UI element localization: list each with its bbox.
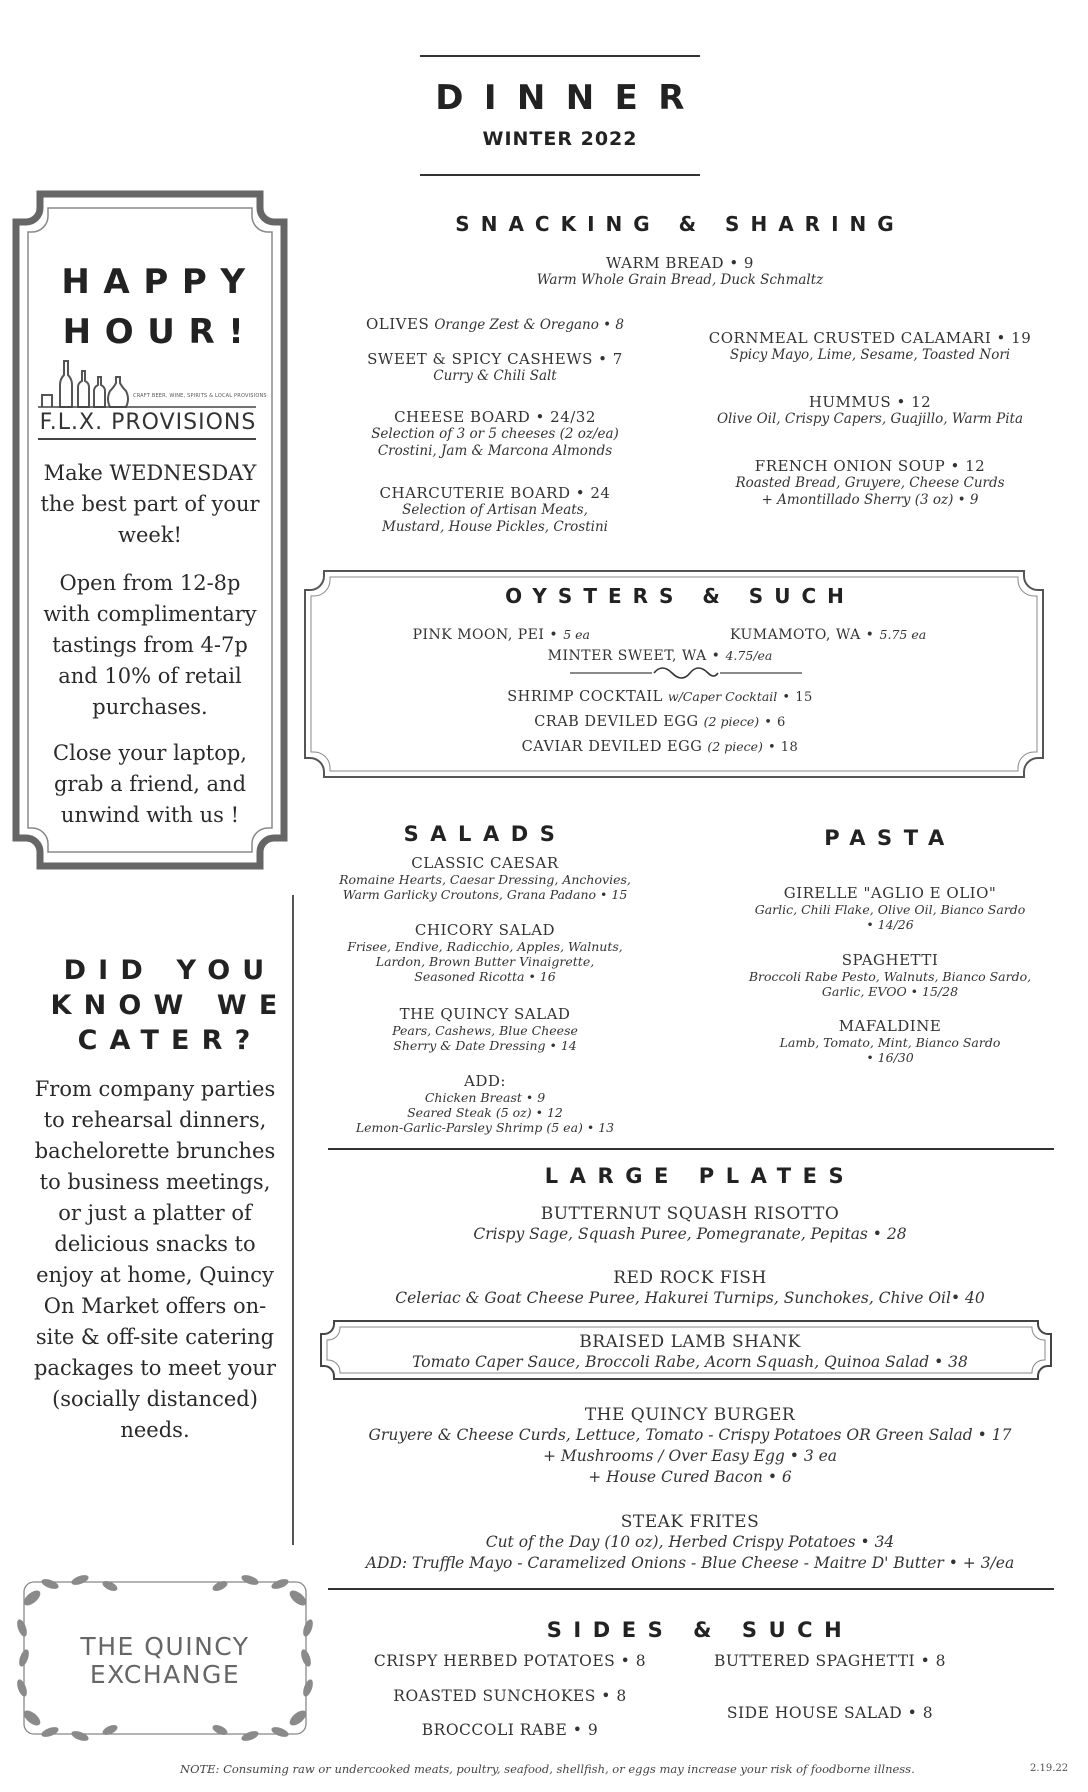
menu-item-minter-sweet: MINTER SWEET, WA • 4.75/ea: [547, 648, 773, 664]
menu-item-kumamoto: KUMAMOTO, WA • 5.75 ea: [730, 627, 927, 643]
flx-logo-name: F.L.X. PROVISIONS: [39, 410, 257, 435]
side-broccoli-rabe: BROCCOLI RABE • 9: [421, 1721, 599, 1739]
menu-item-caviar-deviled-egg: CAVIAR DEVILED EGG (2 piece) • 18: [521, 739, 799, 755]
side-roasted-sunchokes: ROASTED SUNCHOKES • 8: [393, 1687, 627, 1705]
menu-item-lamb-shank: BRAISED LAMB SHANK Tomato Caper Sauce, Broccoli Rabe, Acorn Squash, Quinoa Salad • 38: [412, 1332, 968, 1371]
menu-item-olives: OLIVES Orange Zest & Oregano • 8: [365, 315, 624, 333]
cater-title-1: DID YOU: [63, 955, 277, 986]
menu-item-crab-deviled-egg: CRAB DEVILED EGG (2 piece) • 6: [534, 714, 786, 730]
happy-hour-text-3: Close your laptop, grab a friend, and unwind with us !: [53, 741, 247, 827]
brand-name-line1: THE QUINCY: [80, 1632, 250, 1661]
flx-logo-rule: [38, 438, 256, 440]
section-title-sides: SIDES & SUCH: [546, 1618, 854, 1642]
section-title-pasta: PASTA: [824, 826, 956, 850]
cater-title-3: CATER?: [77, 1025, 263, 1056]
cater-title-2: KNOW WE: [50, 990, 290, 1021]
section-title-snacking: SNACKING & SHARING: [455, 212, 905, 236]
menu-item-hummus: HUMMUS • 12 Olive Oil, Crispy Capers, Guajillo, Warm Pita: [716, 393, 1023, 427]
section-title-salads: SALADS: [403, 822, 567, 846]
menu-item-rock-fish: RED ROCK FISH Celeriac & Goat Cheese Puree, Hakurei Turnips, Sunchokes, Chive Oil• 40: [395, 1268, 985, 1307]
rule-sides-top: [328, 1588, 1054, 1590]
happy-hour-title-1: HAPPY: [61, 262, 259, 302]
menu-item-risotto: BUTTERNUT SQUASH RISOTTO Crispy Sage, Squash Puree, Pomegranate, Pepitas • 28: [473, 1204, 907, 1243]
header-rule-bottom: [420, 174, 700, 176]
page-subtitle: WINTER 2022: [482, 128, 638, 150]
cater-body: From company parties to rehearsal dinners, bachelorette brunches to business meetings, or just a platter of delicious snacks to enjoy at home, Quincy On Market offers on-site & off-site catering packages to meet your (socially distanced) needs.: [33, 1077, 276, 1442]
menu-item-girelle: GIRELLE "AGLIO E OLIO" Garlic, Chili Flake, Olive Oil, Bianco Sardo • 14/26: [754, 884, 1026, 932]
menu-item-cashews: SWEET & SPICY CASHEWS • 7 Curry & Chili Salt: [367, 350, 623, 384]
menu-item-shrimp-cocktail: SHRIMP COCKTAIL w/Caper Cocktail • 15: [507, 689, 813, 705]
menu-item-cheese-board: CHEESE BOARD • 24/32 Selection of 3 or 5 cheeses (2 oz/ea) Crostini, Jam & Marcona Almonds: [371, 408, 619, 459]
rule-large-plates-top: [328, 1148, 1054, 1150]
header-rule-top: [420, 55, 700, 57]
menu-item-caesar: CLASSIC CAESAR Romaine Hearts, Caesar Dressing, Anchovies, Warm Garlicky Croutons, Grana Padano • 15: [339, 854, 631, 902]
side-crispy-potatoes: CRISPY HERBED POTATOES • 8: [373, 1652, 647, 1670]
happy-hour-text-1: Make WEDNESDAY the best part of your week!: [40, 461, 260, 547]
footer-note: NOTE: Consuming raw or undercooked meats, poultry, seafood, shellfish, or eggs may increase your risk of foodborne illness.: [180, 1762, 915, 1776]
section-title-oysters: OYSTERS & SUCH: [505, 584, 855, 608]
menu-item-quincy-salad: THE QUINCY SALAD Pears, Cashews, Blue Cheese Sherry & Date Dressing • 14: [392, 1005, 578, 1053]
menu-item-onion-soup: FRENCH ONION SOUP • 12 Roasted Bread, Gruyere, Cheese Curds + Amontillado Sherry (3 oz) • 9: [735, 457, 1005, 508]
happy-hour-text-2: Open from 12-8p with complimentary tastings from 4-7p and 10% of retail purchases.: [43, 571, 257, 719]
brand-name-line2: EXCHANGE: [89, 1660, 241, 1689]
menu-item-calamari: CORNMEAL CRUSTED CALAMARI • 19 Spicy Mayo, Lime, Sesame, Toasted Nori: [708, 329, 1032, 363]
menu-item-spaghetti: SPAGHETTI Broccoli Rabe Pesto, Walnuts, Bianco Sardo, Garlic, EVOO • 15/28: [748, 951, 1032, 999]
bottles-icon: [38, 355, 267, 413]
flx-logo-tagline: CRAFT BEER, WINE, SPIRITS & LOCAL PROVISIONS: [133, 393, 267, 399]
menu-item-steak-frites: STEAK FRITES Cut of the Day (10 oz), Herbed Crispy Potatoes • 34 ADD: Truffle Mayo - Caramelized Onions - Blue Cheese - Maitre D' Butter • + 3/ea: [365, 1512, 1015, 1572]
section-title-large-plates: LARGE PLATES: [544, 1164, 856, 1188]
menu-item-chicory: CHICORY SALAD Frisee, Endive, Radicchio, Apples, Walnuts, Lardon, Brown Butter Vinaigrette, Seasoned Ricotta • 16: [347, 921, 623, 984]
menu-item-burger: THE QUINCY BURGER Gruyere & Cheese Curds, Lettuce, Tomato - Crispy Potatoes OR Green Salad • 17 + Mushrooms / Over Easy Egg • 3 ea + House Cured Bacon • 6: [368, 1405, 1012, 1486]
side-house-salad: SIDE HOUSE SALAD • 8: [726, 1704, 934, 1722]
menu-item-pink-moon: PINK MOON, PEI • 5 ea: [412, 627, 590, 643]
menu-item-warm-bread: WARM BREAD • 9 Warm Whole Grain Bread, Duck Schmaltz: [536, 254, 824, 288]
page-title: DINNER: [435, 78, 705, 118]
menu-item-mafaldine: MAFALDINE Lamb, Tomato, Mint, Bianco Sardo • 16/30: [779, 1017, 1001, 1065]
happy-hour-title-2: HOUR!: [62, 312, 258, 352]
footer-date: 2.19.22: [1030, 1763, 1069, 1774]
side-buttered-spaghetti: BUTTERED SPAGHETTI • 8: [713, 1652, 947, 1670]
salad-add-ons: ADD: Chicken Breast • 9 Seared Steak (5 oz) • 12 Lemon-Garlic-Parsley Shrimp (5 ea) • 13: [355, 1072, 615, 1135]
menu-item-charcuterie: CHARCUTERIE BOARD • 24 Selection of Artisan Meats, Mustard, House Pickles, Crostini: [379, 484, 611, 535]
